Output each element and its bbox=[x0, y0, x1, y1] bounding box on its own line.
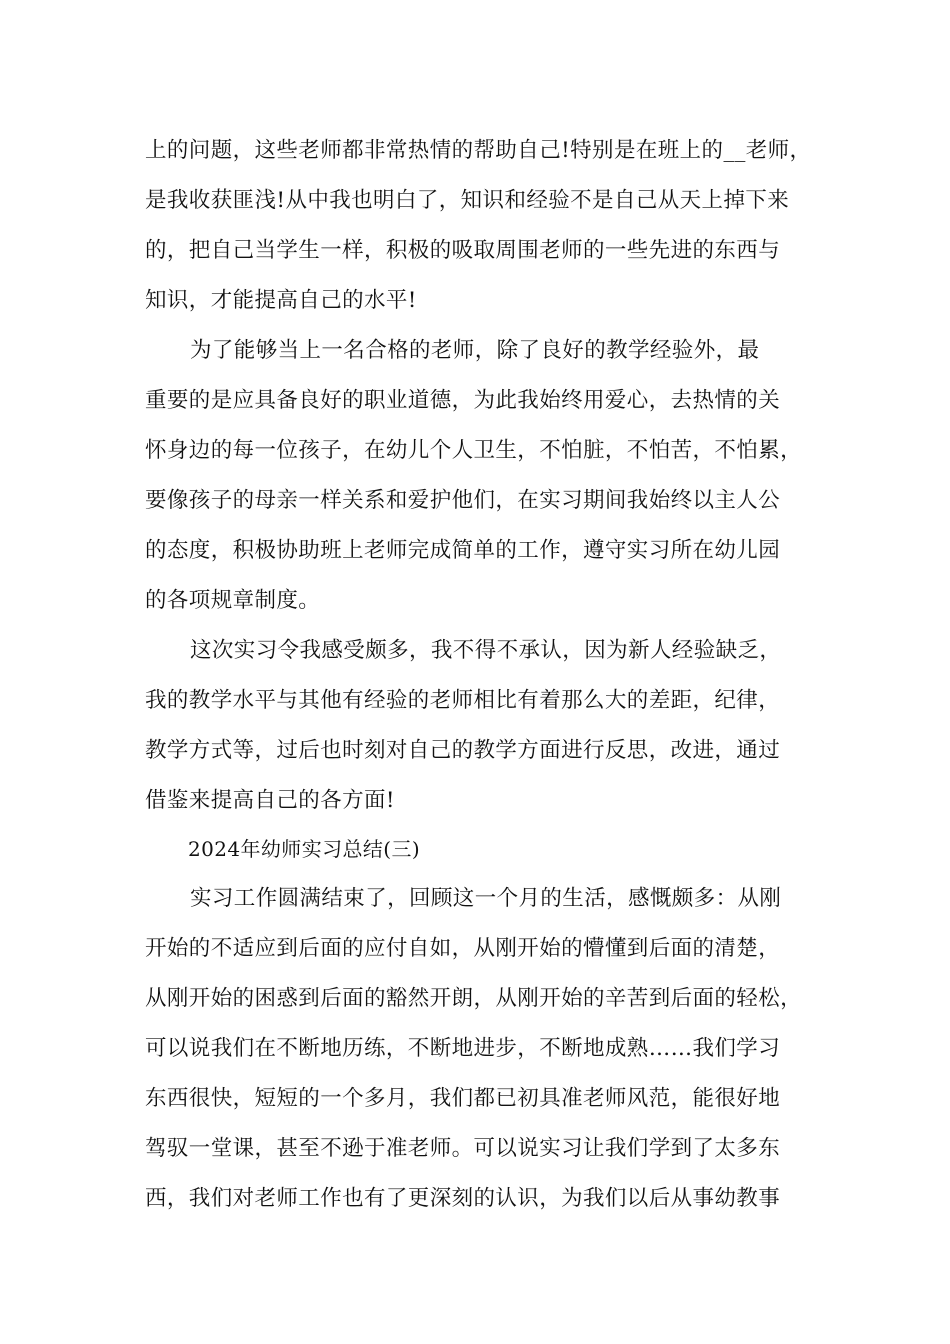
text-line: 驾驭一堂课，甚至不逊于准老师。可以说实习让我们学到了太多东 bbox=[145, 1136, 781, 1161]
text-line: 从刚开始的困惑到后面的豁然开朗，从刚开始的辛苦到后面的轻松， bbox=[145, 986, 803, 1011]
text-line: 教学方式等，过后也时刻对自己的教学方面进行反思，改进，通过 bbox=[145, 738, 781, 763]
text-line: 实习工作圆满结束了，回顾这一个月的生活，感慨颇多：从刚 bbox=[190, 886, 782, 911]
text-line: 怀身边的每一位孩子，在幼儿个人卫生，不怕脏，不怕苦，不怕累， bbox=[145, 438, 803, 463]
text-line: 的各项规章制度。 bbox=[145, 588, 321, 613]
text-line: 这次实习令我感受颇多，我不得不承认，因为新人经验缺乏， bbox=[190, 638, 782, 663]
text-line: 开始的不适应到后面的应付自如，从刚开始的懵懂到后面的清楚， bbox=[145, 936, 781, 961]
text-line: 是我收获匪浅!从中我也明白了，知识和经验不是自己从天上掉下来 bbox=[145, 188, 790, 213]
text-line: 西，我们对老师工作也有了更深刻的认识，为我们以后从事幼教事 bbox=[145, 1186, 781, 1211]
text-line: 的，把自己当学生一样，积极的吸取周围老师的一些先进的东西与 bbox=[145, 238, 781, 263]
text-line: 的态度，积极协助班上老师完成简单的工作，遵守实习所在幼儿园 bbox=[145, 538, 781, 563]
text-line: 东西很快，短短的一个多月，我们都已初具准老师风范，能很好地 bbox=[145, 1086, 781, 1111]
text-line: 知识，才能提高自己的水平! bbox=[145, 288, 417, 313]
text-line: 为了能够当上一名合格的老师，除了良好的教学经验外，最 bbox=[190, 338, 760, 363]
text-line: 重要的是应具备良好的职业道德，为此我始终用爱心，去热情的关 bbox=[145, 388, 781, 413]
text-line: 借鉴来提高自己的各方面! bbox=[145, 788, 395, 813]
text-line: 要像孩子的母亲一样关系和爱护他们，在实习期间我始终以主人公 bbox=[145, 488, 781, 513]
text-line: 上的问题，这些老师都非常热情的帮助自己!特别是在班上的__老师， bbox=[145, 138, 812, 163]
text-line: 我的教学水平与其他有经验的老师相比有着那么大的差距，纪律， bbox=[145, 688, 781, 713]
section-heading: 2024年幼师实习总结(三) bbox=[188, 837, 421, 861]
text-line: 可以说我们在不断地历练，不断地进步，不断地成熟……我们学习 bbox=[145, 1036, 781, 1061]
